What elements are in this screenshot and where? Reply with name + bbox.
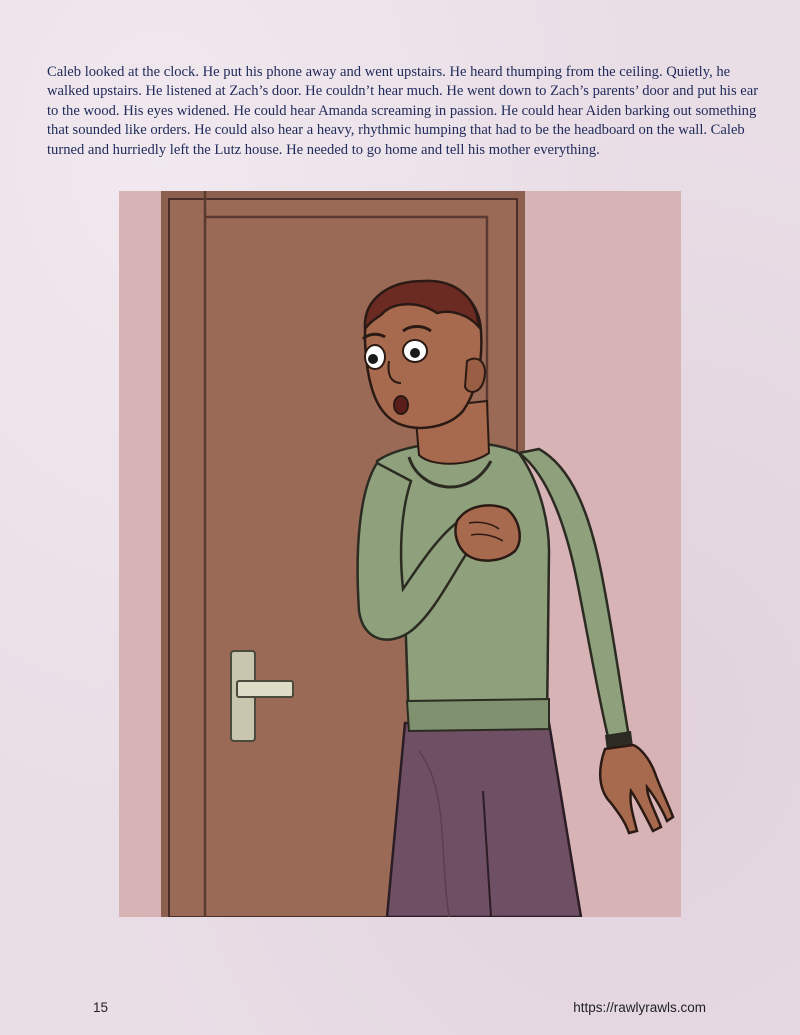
site-url[interactable]: https://rawlyrawls.com	[573, 1000, 706, 1015]
page-number: 15	[93, 1000, 109, 1015]
illustration-canvas	[119, 191, 681, 917]
fist	[455, 505, 519, 560]
story-paragraph: Caleb looked at the clock. He put his phone away and went upstairs. He heard thumping from the ceiling. Quietly, he walked upstairs. He listened at Zach’s door. He couldn’t hear much. He went down to Zach’s parents’ door and put his ear to the wood. His eyes widened. He could hear Amanda screaming in passion. He could hear Aiden barking out something that sounded like orders. He could also hear a heavy, rhythmic humping that had to be the headboard on the wall. Caleb turned and hurriedly left the Lutz house. He needed to go home and tell his mother everything.	[47, 64, 759, 158]
open-mouth	[394, 396, 408, 414]
story-illustration	[119, 191, 681, 917]
ear	[465, 359, 485, 392]
